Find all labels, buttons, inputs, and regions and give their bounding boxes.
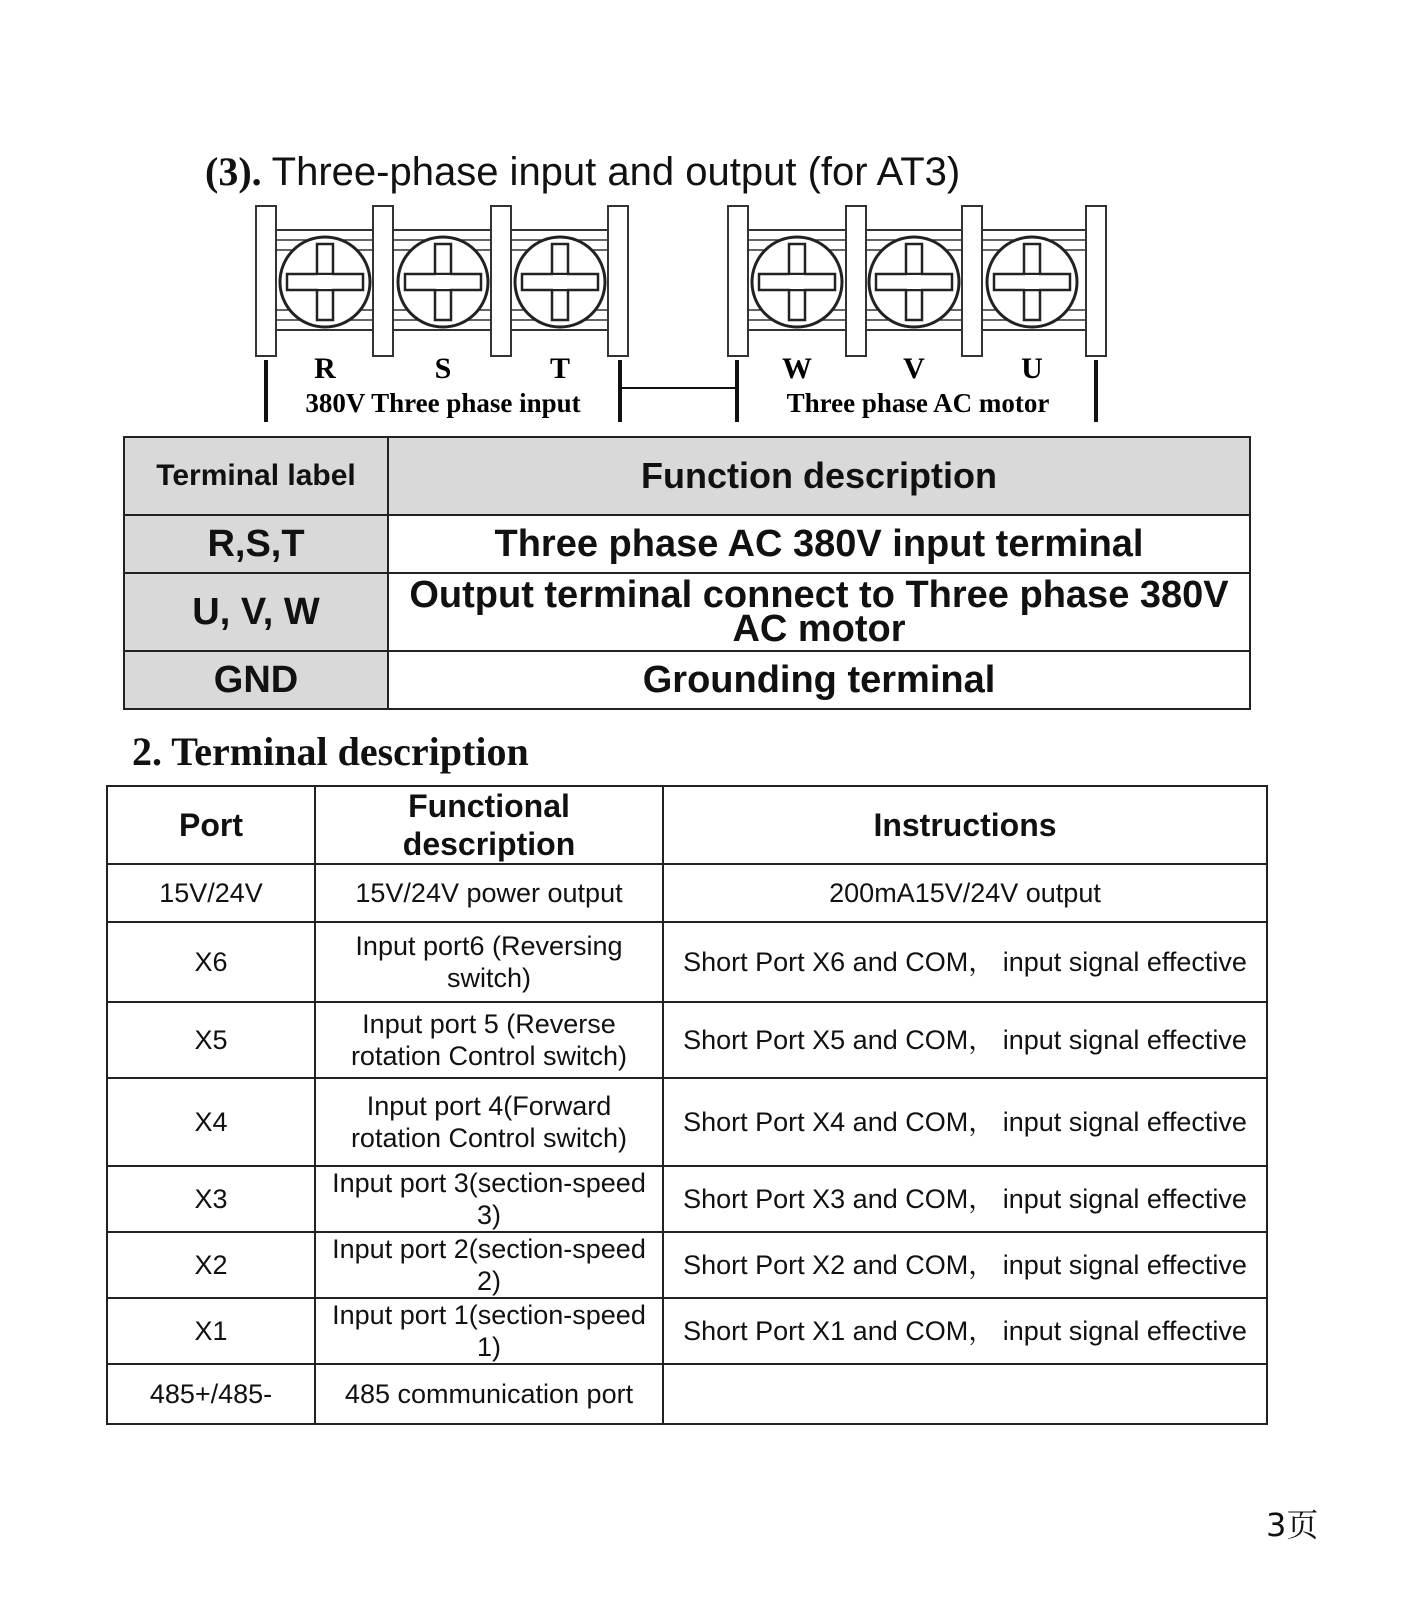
terminal-label-t: T <box>549 352 571 385</box>
instructions-cell: Short Port X5 and COM， input signal effective <box>663 1002 1267 1078</box>
table-row <box>107 1166 1267 1232</box>
page-number: 3页 <box>1266 1506 1319 1544</box>
header-function-description: Function description <box>388 437 1250 515</box>
table-row <box>124 515 1250 573</box>
terminal-description-table <box>106 785 1268 1425</box>
table-row <box>107 1232 1267 1298</box>
functional-description-cell: Input port 5 (Reverse rotation Control switch) <box>315 1002 663 1078</box>
functional-description-cell: Input port6 (Reversing switch) <box>315 922 663 1002</box>
functional-description-cell: Input port 4(Forward rotation Control switch) <box>315 1078 663 1166</box>
terminal-table-header <box>107 786 1267 864</box>
terminal-label-r: R <box>314 352 336 385</box>
terminal-label-w: W <box>782 352 812 385</box>
terminal-label-u: U <box>1021 352 1043 385</box>
function-description-cell: Three phase AC 380V input terminal <box>388 515 1250 573</box>
function-description-cell: Grounding terminal <box>388 651 1250 709</box>
screw-t-icon <box>515 237 605 327</box>
port-cell: 485+/485- <box>107 1364 315 1424</box>
instructions-cell <box>663 1364 1267 1424</box>
input-caption: 380V Three phase input <box>305 388 581 418</box>
port-cell: X6 <box>107 922 315 1002</box>
section-3-number: (3). <box>205 149 262 194</box>
instructions-cell: Short Port X2 and COM， input signal effective <box>663 1232 1267 1298</box>
port-cell: 15V/24V <box>107 864 315 922</box>
header-instructions: Instructions <box>663 786 1267 864</box>
header-terminal-label: Terminal label <box>124 437 388 515</box>
table-row <box>107 1364 1267 1424</box>
screw-s-icon <box>398 237 488 327</box>
screw-v-icon <box>869 237 959 327</box>
output-caption: Three phase AC motor <box>786 388 1050 418</box>
table-row <box>107 864 1267 922</box>
header-port: Port <box>107 786 315 864</box>
terminal-block-diagram <box>240 200 1140 430</box>
table-row <box>107 1002 1267 1078</box>
section-2-heading: 2. Terminal description <box>132 729 529 774</box>
header-functional-description: Functional description <box>315 786 663 864</box>
terminal-label-s: S <box>434 352 452 385</box>
function-table-header <box>124 437 1250 515</box>
terminal-label-cell: GND <box>124 651 388 709</box>
functional-description-cell: Input port 2(section-speed 2) <box>315 1232 663 1298</box>
instructions-cell: Short Port X1 and COM， input signal effective <box>663 1298 1267 1364</box>
function-table <box>123 436 1251 710</box>
port-cell: X3 <box>107 1166 315 1232</box>
function-description-cell: Output terminal connect to Three phase 380V AC motor <box>388 573 1250 651</box>
table-row <box>124 573 1250 651</box>
port-cell: X1 <box>107 1298 315 1364</box>
terminal-label-v: V <box>903 352 925 385</box>
table-row <box>107 1298 1267 1364</box>
port-cell: X4 <box>107 1078 315 1166</box>
functional-description-cell: 485 communication port <box>315 1364 663 1424</box>
port-cell: X5 <box>107 1002 315 1078</box>
table-row <box>107 1078 1267 1166</box>
screw-r-icon <box>280 237 370 327</box>
instructions-cell: Short Port X6 and COM， input signal effective <box>663 922 1267 1002</box>
port-cell: X2 <box>107 1232 315 1298</box>
terminal-label-cell: R,S,T <box>124 515 388 573</box>
section-3-title: Three-phase input and output (for AT3) <box>271 150 961 194</box>
section-3-heading <box>205 148 960 196</box>
instructions-cell: Short Port X4 and COM， input signal effective <box>663 1078 1267 1166</box>
table-row <box>124 651 1250 709</box>
instructions-cell: Short Port X3 and COM， input signal effective <box>663 1166 1267 1232</box>
functional-description-cell: Input port 1(section-speed 1) <box>315 1298 663 1364</box>
table-row <box>107 922 1267 1002</box>
screw-u-icon <box>987 237 1077 327</box>
functional-description-cell: Input port 3(section-speed 3) <box>315 1166 663 1232</box>
instructions-cell: 200mA15V/24V output <box>663 864 1267 922</box>
terminal-label-cell: U, V, W <box>124 573 388 651</box>
functional-description-cell: 15V/24V power output <box>315 864 663 922</box>
screw-w-icon <box>752 237 842 327</box>
